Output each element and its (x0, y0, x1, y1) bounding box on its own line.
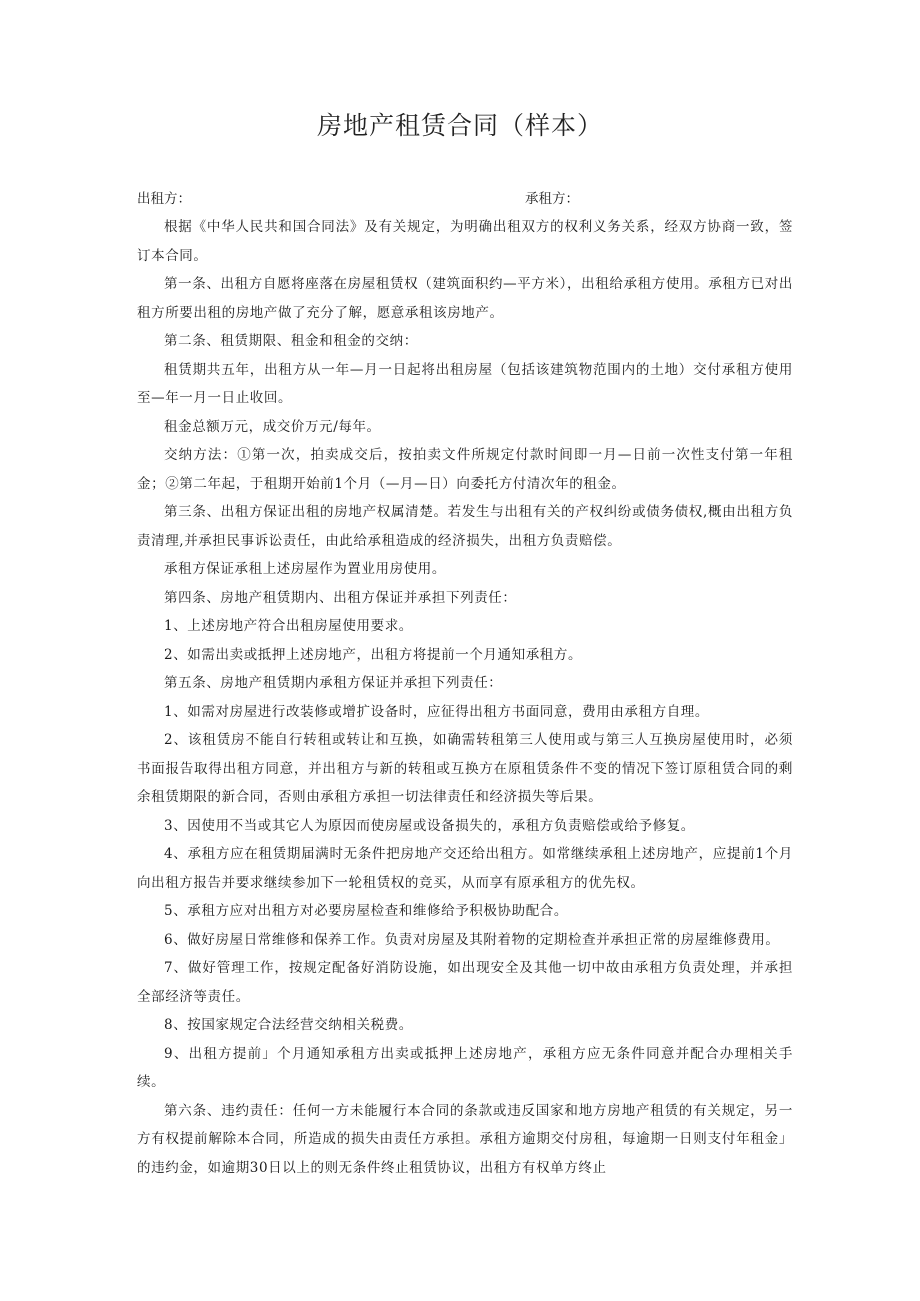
paragraph: 2、该租赁房不能自行转租或转让和互换，如确需转租第三人使用或与第三人互换房屋使用时，必须书面报告取得出租方同意，并出租方与新的转租或互换方在原租赁条件不变的情况下签订原租赁合同的剩余租赁期限的新合同，否则由承租方承担一切法律责任和经济损失等后果。 (137, 732, 793, 805)
paragraph: 1、上述房地产符合出租房屋使用要求。 (164, 618, 413, 634)
paragraph: 3、因使用不当或其它人为原因而使房屋或设备损失的，承租方负责赔偿或给予修复。 (164, 817, 695, 834)
parties-line (137, 188, 797, 210)
paragraph: 第二条、租赁期限、租金和租金的交纳： (164, 333, 418, 349)
document-title: 房地产租赁合同（样本） (316, 111, 603, 140)
paragraph: 第五条、房地产租赁期内承租方保证并承担下列责任： (164, 675, 503, 691)
paragraph: 交纳方法：①第一次，拍卖成交后，按拍卖文件所规定付款时间即一月—日前一次性支付第一年租金；②第二年起，于租期开始前1个月（—月—日）向委托方付清次年的租金。 (137, 447, 793, 492)
paragraph: 根据《中华人民共和国合同法》及有关规定，为明确出租双方的权利义务关系，经双方协商一致，签订本合同。 (137, 219, 793, 264)
paragraph: 第六条、违约责任：任何一方未能履行本合同的条款或违反国家和地方房地产租赁的有关规定，另一方有权提前解除本合同，所造成的损失由责任方承担。承租方逾期交付房租，每逾期一日则支付年租金」的违约金，如逾期30日以上的则无条件终止租赁协议，出租方有权单方终止 (137, 1102, 793, 1176)
paragraph: 8、按国家规定合法经营交纳相关税费。 (164, 1017, 413, 1033)
paragraph: 9、出租方提前」个月通知承租方出卖或抵押上述房地产，承租方应无条件同意并配合办理相关手续。 (137, 1045, 793, 1090)
paragraph: 租金总额万元，成交价万元/每年。 (164, 418, 381, 435)
lessee-label: 承租方： (525, 191, 579, 207)
paragraph: 1、如需对房屋进行改装修或增扩设备时，应征得出租方书面同意，费用由承租方自理。 (164, 703, 709, 720)
paragraph: 7、做好管理工作，按规定配备好消防设施，如出现安全及其他一切中故由承租方负责处理，并承担全部经济等责任。 (137, 960, 793, 1005)
paragraph: 承租方保证承租上述房屋作为置业用房使用。 (164, 561, 446, 577)
paragraph: 6、做好房屋日常维修和保养工作。负责对房屋及其附着物的定期检查并承担正常的房屋维修费用。 (164, 931, 780, 948)
lessor-label: 出租方： (137, 191, 191, 207)
paragraph: 第四条、房地产租赁期内、出租方保证并承担下列责任： (164, 589, 517, 606)
paragraph: 第三条、出租方保证出租的房地产权属清楚。若发生与出租有关的产权纠纷或债务债权,概由出租方负责清理,并承担民事诉讼责任，由此给承租造成的经济损失，出租方负责赔偿。 (137, 504, 793, 549)
paragraph: 2、如需出卖或抵押上述房地产，出租方将提前一个月通知承租方。 (164, 646, 583, 663)
paragraph: 第一条、出租方自愿将座落在房屋租赁权（建筑面积约—平方米），出租给承租方使用。承租方已对出租方所要出租的房地产做了充分了解，愿意承租该房地产。 (137, 276, 793, 321)
paragraph: 4、承租方应在租赁期届满时无条件把房地产交还给出租方。如常继续承租上述房地产，应提前1个月向出租方报告并要求继续参加下一轮租赁权的竞买，从而享有原承租方的优先权。 (137, 846, 793, 891)
contract-body (137, 213, 793, 1182)
paragraph: 租赁期共五年，出租方从一年—月一日起将出租房屋（包括该建筑物范围内的土地）交付承租方使用至—年一月一日止收回。 (137, 361, 793, 406)
paragraph: 5、承租方应对出租方对必要房屋检查和维修给予积极协助配合。 (164, 903, 568, 919)
